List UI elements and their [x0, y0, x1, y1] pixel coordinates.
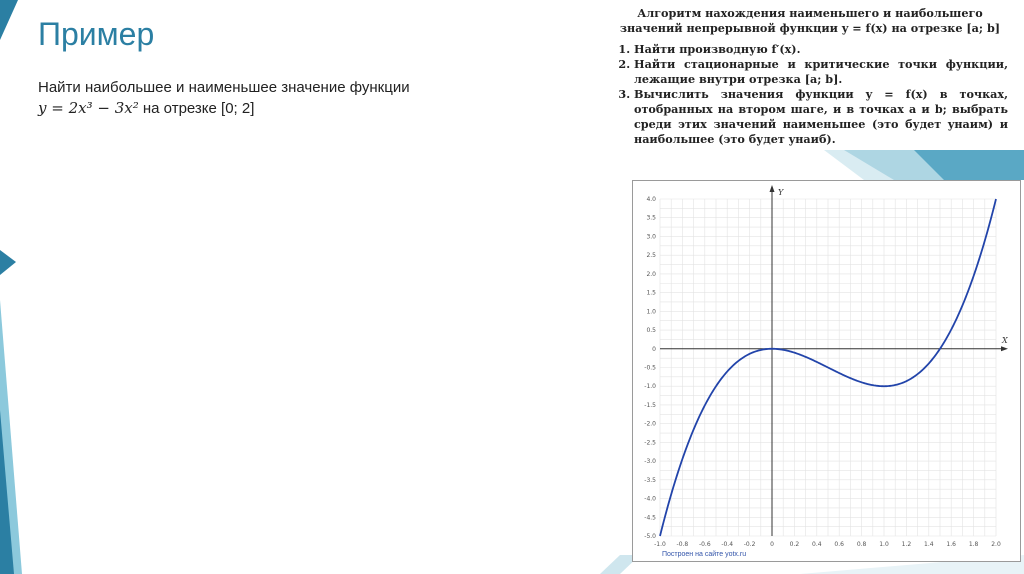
x-tick-label: 1.0	[879, 541, 889, 548]
x-tick-label: -1.0	[654, 541, 666, 548]
x-axis-arrow	[1001, 346, 1008, 351]
y-tick-label: 1.5	[646, 289, 656, 297]
x-tick-label: -0.6	[698, 541, 711, 548]
task-interval: на отрезке [0; 2]	[142, 100, 255, 117]
y-tick-label: -5.0	[644, 533, 656, 540]
x-tick-label: 0	[770, 541, 774, 548]
y-tick-label: 4.0	[646, 196, 656, 203]
y-tick-label: -3.0	[644, 458, 656, 466]
y-tick-label: -2.5	[644, 439, 656, 447]
algorithm-steps	[612, 42, 1008, 147]
x-axis-label: X	[1002, 335, 1008, 345]
y-tick-label: -4.0	[644, 495, 656, 503]
y-tick-label: 0.5	[646, 327, 656, 335]
x-tick-label: 0.6	[834, 541, 844, 548]
task-line-1: Найти наибольшее и наименьшее значение функции	[38, 79, 410, 96]
slide-title: Пример	[38, 16, 155, 52]
graph-axes	[660, 185, 1008, 536]
graph-footer: Построен на сайте yotx.ru	[662, 551, 747, 558]
decor-stripes-top	[824, 150, 1024, 180]
algorithm-title: Алгоритм нахождения наименьшего и наибольшего значений непрерывной функции y = f(x) на отрезке [a; b]	[619, 6, 1001, 35]
x-tick-label: 0.4	[812, 541, 822, 548]
task-line-2	[38, 98, 410, 119]
y-tick-label: 3.5	[646, 214, 656, 222]
task-text	[38, 77, 410, 119]
x-tick-label: -0.4	[721, 541, 734, 548]
x-tick-label: 1.2	[901, 541, 912, 548]
graph-tick-labels	[644, 196, 1001, 548]
x-tick-label: 0.8	[856, 541, 867, 548]
algorithm-step-1: 1. Найти производную f′(x).	[634, 42, 1008, 57]
y-axis-arrow	[770, 185, 775, 192]
y-tick-label: 3.0	[646, 233, 656, 241]
x-tick-label: -0.8	[676, 541, 689, 548]
y-tick-label: 2.5	[646, 252, 656, 260]
x-tick-label: -0.2	[743, 541, 756, 548]
x-tick-label: 1.4	[924, 541, 934, 548]
algorithm-step-2: 2. Найти стационарные и критические точки функции, лежащие внутри отрезка [a; b].	[634, 57, 1008, 87]
y-tick-label: -3.5	[644, 476, 656, 484]
x-tick-label: 1.6	[946, 541, 956, 548]
y-tick-label: -1.5	[644, 401, 656, 409]
x-tick-label: 1.8	[968, 541, 979, 548]
algorithm-step-3: 3. Вычислить значения функции y = f(x) в точках, отобранных на втором шаге, и в точках a и b; выбрать среди этих значений наименьшее (это будет yнаим) и наибольшее (это будет yнаиб).	[634, 87, 1008, 147]
y-tick-label: -4.5	[644, 514, 656, 522]
y-tick-label: 1.0	[646, 308, 656, 316]
graph-canvas	[633, 181, 1020, 561]
task-formula: y = 2x³ − 3x²	[38, 99, 139, 117]
y-tick-label: 0	[652, 345, 656, 353]
function-graph	[632, 180, 1021, 562]
y-tick-label: -0.5	[644, 364, 656, 372]
left-accent-decoration	[0, 0, 30, 574]
y-tick-label: -2.0	[644, 420, 656, 428]
algorithm-box	[612, 6, 1008, 147]
y-tick-label: 2.0	[646, 270, 656, 278]
y-tick-label: -1.0	[644, 383, 656, 391]
x-tick-label: 0.2	[789, 541, 800, 548]
x-tick-label: 2.0	[991, 541, 1001, 548]
y-axis-label: Y	[778, 188, 784, 197]
